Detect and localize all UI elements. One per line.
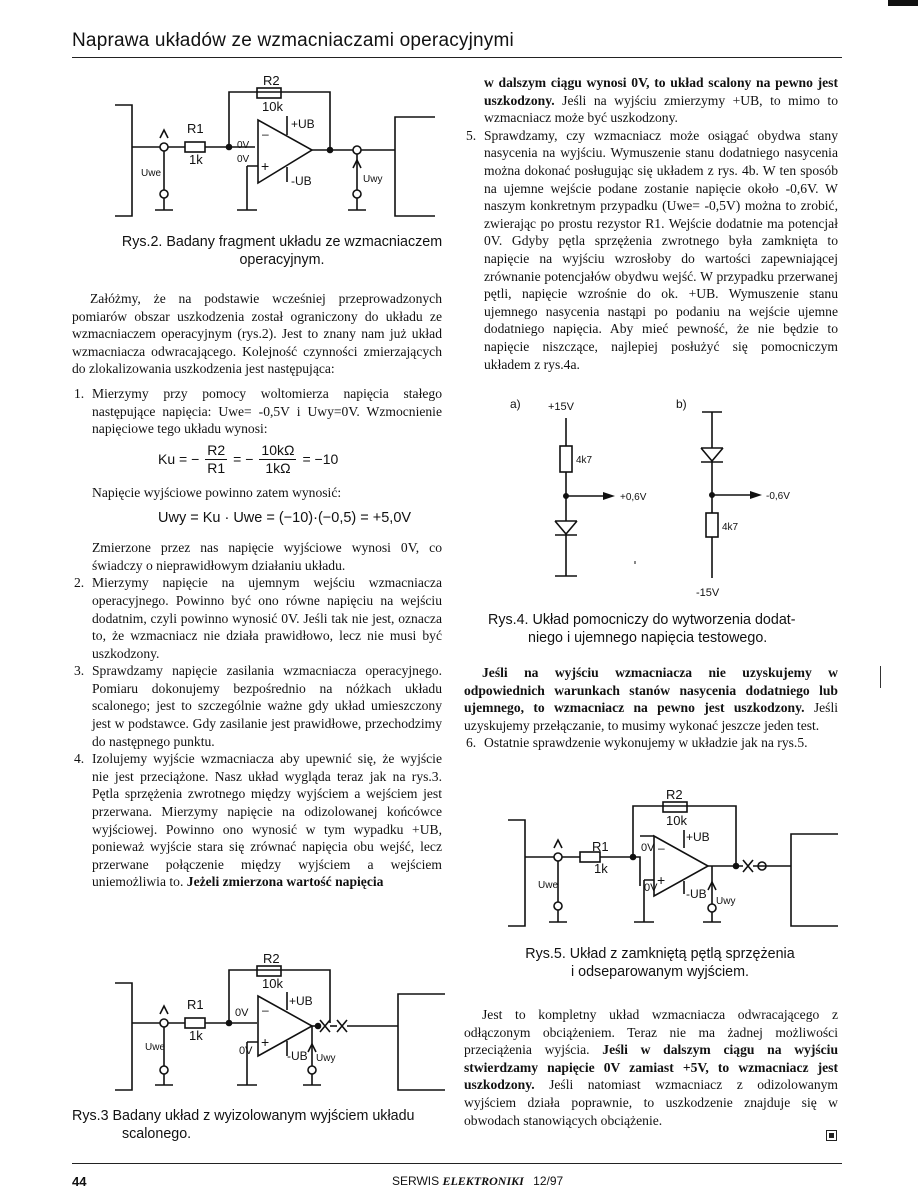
list-item-6: 6. Ostatnie sprawdzenie wykonujemy w układzie jak na rys.5. bbox=[466, 735, 808, 751]
fig3-r2-value: 10k bbox=[262, 976, 283, 991]
page-number: 44 bbox=[72, 1174, 87, 1189]
fig5-r1-label: R1 bbox=[592, 839, 609, 854]
list-item-4: 4. Izolujemy wyjście wzmacniacza aby upewnić się, że wyjście nie jest przeciążone. Nasz układ wygląda teraz jak na rys.3. Pętla sprzężenia zwrotnego między wyjściem a wejściem jest przerwana. Mierzymy napięcie na odizolowanej końcówce wyjściowej. Powinno ono wynosić w tym wypadku +UB, ponieważ wyjście stara się zrównać napięcia obu wejść, lecz przerwane połączenie między wyjściem a wejściem uniemożliwia to. Jeżeli zmierzona wartość napięcia bbox=[74, 751, 442, 890]
fig4-label-b: b) bbox=[676, 397, 687, 411]
fig3-plus-sign: + bbox=[261, 1034, 270, 1050]
fig3-uwy: Uwy bbox=[316, 1053, 336, 1064]
right-column-top: w dalszym ciągu wynosi 0V, to układ scalony na pewno jest uszkodzony. Jeśli na wyjściu zmierzymy +UB, to mimo to wzmacniacz może być uszkodzony. 5. Sprawdzamy, czy wzmacniacz może osiągać obydwa stany nasycenia na wyjściu. Wymuszenie stanu dodatniego nasycenia można dokonać posługując się układem z rys. 4b. W ten sposób na ujemne wejście podane zostanie napięcie około -0,6V. W naszym konkretnym przypadku (Uwe= -0,5V) można to zrobić, zwierając po prostu rezystor R1. Wejście dodatnie ma potencjał 0V. Gdyby pętla sprzężenia zwrotnego była zamknięta to napięcie na wyjściu wzrosłoby do wartości zapewniającej zrównanie potencjałów obydwu wejść. W przypadku przerwanej pętli, napięcie wzrośnie do ok. +UB. Wymuszenie stanu ujemnego nasycenia nastąpi po podaniu na wejście ujemne dodatniego napięcia. Aby mieć pewność, że nie będzie to napięcie niszczące, najlepiej posłużyć się pomocniczym układem z rys.4a. bbox=[466, 75, 838, 372]
left-column bbox=[72, 290, 442, 891]
figure-5-caption: Rys.5. Układ z zamkniętą pętlą sprzężenia i odseparowanym wyjściem. bbox=[525, 946, 795, 980]
fig3-r1-label: R1 bbox=[187, 997, 204, 1012]
fig5-minus-ub: -UB bbox=[686, 887, 707, 901]
fig2-r1-label: R1 bbox=[187, 121, 204, 136]
fig4-r-a: 4k7 bbox=[576, 455, 593, 466]
fig2-r1-value: 1k bbox=[189, 152, 203, 167]
fig2-r2-label: R2 bbox=[263, 73, 280, 88]
fig2-uwy: Uwy bbox=[363, 174, 383, 185]
list-item-5: 5. Sprawdzamy, czy wzmacniacz może osiągać obydwa stany nasycenia na wyjściu. Wymuszenie stanu dodatniego nasycenia można dokonać posługując się układem z rys. 4b. W ten sposób na ujemne wejście podane zostanie napięcie około -0,6V. W naszym konkretnym przypadku (Uwe= -0,5V) można to zrobić, zwierając po prostu rezystor R1. Wejście dodatnie ma potencjał 0V. Gdyby pętla sprzężenia zwrotnego była zamknięta to napięcie na wyjściu wzrosłoby do wartości zapewniającej zrównanie potencjałów obydwu wejść. W przypadku przerwanej pętli, napięcie wzrośnie do ok. +UB. Wymuszenie stanu ujemnego nasycenia nastąpi po podaniu na wejście ujemne dodatniego napięcia. Aby mieć pewność, że nie będzie to napięcie niszczące, najlepiej posłużyć się pomocniczym układem z rys.4a. bbox=[466, 127, 838, 372]
fig3-minus-ub: -UB bbox=[287, 1049, 308, 1063]
figure-5-circuit bbox=[508, 787, 838, 934]
fig3-0v-bottom: 0V bbox=[239, 1045, 253, 1057]
item1-text-c: Zmierzone przez nas napięcie wyjściowe wynosi 0V, co świadczy o nieprawidłowym działaniu układu. bbox=[92, 540, 442, 573]
fig5-uwy: Uwy bbox=[716, 896, 736, 907]
figure-3-circuit bbox=[115, 950, 445, 1090]
right-column-mid: Jeśli na wyjściu wzmacniacza nie uzyskujemy w odpowiednich warunkach stanów nasycenia dodatniego lub ujemnego, to wzmacniacz na pewno jest uszkodzony. Jeśli uzyskujemy przełączanie, to musimy wykonać jeszcze jeden test. 6. Ostatnie sprawdzenie wykonujemy w układzie jak na rys.5. bbox=[464, 665, 838, 751]
fig4-label-a: a) bbox=[510, 397, 521, 411]
fig5-uwe: Uwe bbox=[538, 880, 559, 891]
fig5-minus-sign: – bbox=[658, 841, 665, 855]
fig2-r2-value: 10k bbox=[262, 99, 283, 114]
intro-paragraph: Załóżmy, że na podstawie wcześniej przeprowadzonych pomiarów obszar uszkodzenia został ograniczony do układu ze wzmacniaczem operacyjnym (rys.2). Jest to znany nam już układ wzmacniacza odwracającego. Kolejność czynności zmierzających do zlokalizowania uszkodzenia jest następująca: bbox=[72, 291, 442, 377]
list-item-1: 1. Mierzymy przy pomocy woltomierza napięcia stałego następujące napięcia: Uwe= -0,5V i Uwy=0V. Wzmocnienie napięciowe tego układu wynosi: Ku = − $\frac{R2}{R1}$ = − $\frac{10k\Omega}{1k\Omega}$ = −10 Napięcie wyjściowe powinno zatem wynosić: Uwy = Ku · Uwe = (−10)·(−0,5) = +5,0V Zmierzone przez nas napięcie wyjściowe wynosi 0V, co świadczy o nieprawidłowym działaniu układu. bbox=[74, 385, 442, 573]
header-rule bbox=[72, 57, 842, 58]
fig4-minus-15v: -15V bbox=[696, 587, 720, 599]
fig5-0v-top: 0V bbox=[641, 842, 655, 854]
fig4-r-b: 4k7 bbox=[722, 522, 739, 533]
corner-mark bbox=[888, 0, 918, 6]
fig5-r2-value: 10k bbox=[666, 813, 687, 828]
list-item-3: 3. Sprawdzamy napięcie zasilania wzmacniacza operacyjnego. Pomiaru dokonujemy bezpośrednio na nóżkach układu scalonego; jest to szczególnie ważne gdy układ umieszczony jest w podstawce. Gdy zasilanie jest prawidłowe, przechodzimy do następnego punktu. bbox=[74, 663, 442, 749]
fig2-plus-sign: + bbox=[261, 158, 270, 174]
fig2-minus-sign: – bbox=[262, 127, 269, 141]
fig4-minus-06v: -0,6V bbox=[766, 491, 790, 502]
fig3-minus-sign: – bbox=[262, 1003, 269, 1017]
right-column-bottom: Jest to kompletny układ wzmacniacza odwracającego z odłączonym obciążeniem. Teraz nie ma żadnej możliwości przeciążenia wyjścia. Jeśli w dalszym ciągu na wyjściu stwierdzamy napięcie 0V zamiast +5V, to wzmacniacz jest uszkodzony. Jeśli natomiast wzmacniacz z odizolowanym wyjściem działa poprawnie, to uszkodzenie znajduje się w obwodach stanowiących obciążenie. bbox=[464, 1007, 839, 1128]
figure-3-caption: Rys.3 Badany układ z wyizolowanym wyjściem układu scalonego. bbox=[72, 1108, 415, 1142]
fig2-0v-top: 0V bbox=[237, 140, 250, 151]
figure-2-circuit bbox=[115, 73, 435, 218]
fig2-plus-ub: +UB bbox=[291, 117, 315, 131]
fig3-uwe: Uwe bbox=[145, 1042, 166, 1053]
fig5-r1-value: 1k bbox=[594, 861, 608, 876]
fig2-uwe: Uwe bbox=[141, 168, 162, 179]
formula-gain: Ku = − $\frac{R2}{R1}$ = − $\frac{10k\Omega}{1k\Omega}$ = −10 bbox=[158, 441, 339, 477]
list-item-2: 2. Mierzymy napięcie na ujemnym wejściu wzmacniacza operacyjnego. Powinno być ono równe napięciu na wejściu dodatnim, czyli powinno wynosić 0V. Jeśli tak nie jest, oznacza to, że wzmacniacz nie działa prawidłowo, lecz nie musi być uszkodzony. bbox=[74, 575, 442, 661]
margin-bar bbox=[880, 666, 881, 688]
fig3-r1-value: 1k bbox=[189, 1028, 203, 1043]
running-header: Naprawa układów ze wzmacniaczami operacyjnymi bbox=[72, 30, 514, 51]
item1-text-b: Napięcie wyjściowe powinno zatem wynosić: bbox=[92, 484, 342, 500]
fig2-minus-ub: -UB bbox=[291, 174, 312, 188]
journal-name: SERWIS ELEKTRONIKI 12/97 bbox=[392, 1174, 564, 1188]
fig3-plus-ub: +UB bbox=[289, 994, 313, 1008]
fig3-0v-top: 0V bbox=[235, 1007, 249, 1019]
fig2-0v-bottom: 0V bbox=[237, 154, 250, 165]
fig3-r2-label: R2 bbox=[263, 951, 280, 966]
fig4-plus-15v: +15V bbox=[548, 401, 574, 413]
figure-4-caption: Rys.4. Układ pomocniczy do wytworzenia dodat- niego i ujemnego napięcia testowego. bbox=[488, 612, 796, 646]
fig5-plus-ub: +UB bbox=[686, 830, 710, 844]
figure-4-circuit bbox=[510, 396, 810, 606]
fig4-plus-06v: +0,6V bbox=[620, 492, 647, 503]
figure-2-caption: Rys.2. Badany fragment układu ze wzmacniaczem operacyjnym. bbox=[121, 234, 443, 268]
fig5-r2-label: R2 bbox=[666, 787, 683, 802]
article-end-mark bbox=[826, 1130, 837, 1141]
formula-output: Uwy = Ku · Uwe = (−10)·(−0,5) = +5,0V bbox=[158, 509, 412, 526]
footer-rule bbox=[72, 1163, 842, 1164]
fig5-plus-sign: + bbox=[657, 872, 666, 888]
fig5-0v-bottom: 0V bbox=[644, 882, 658, 894]
